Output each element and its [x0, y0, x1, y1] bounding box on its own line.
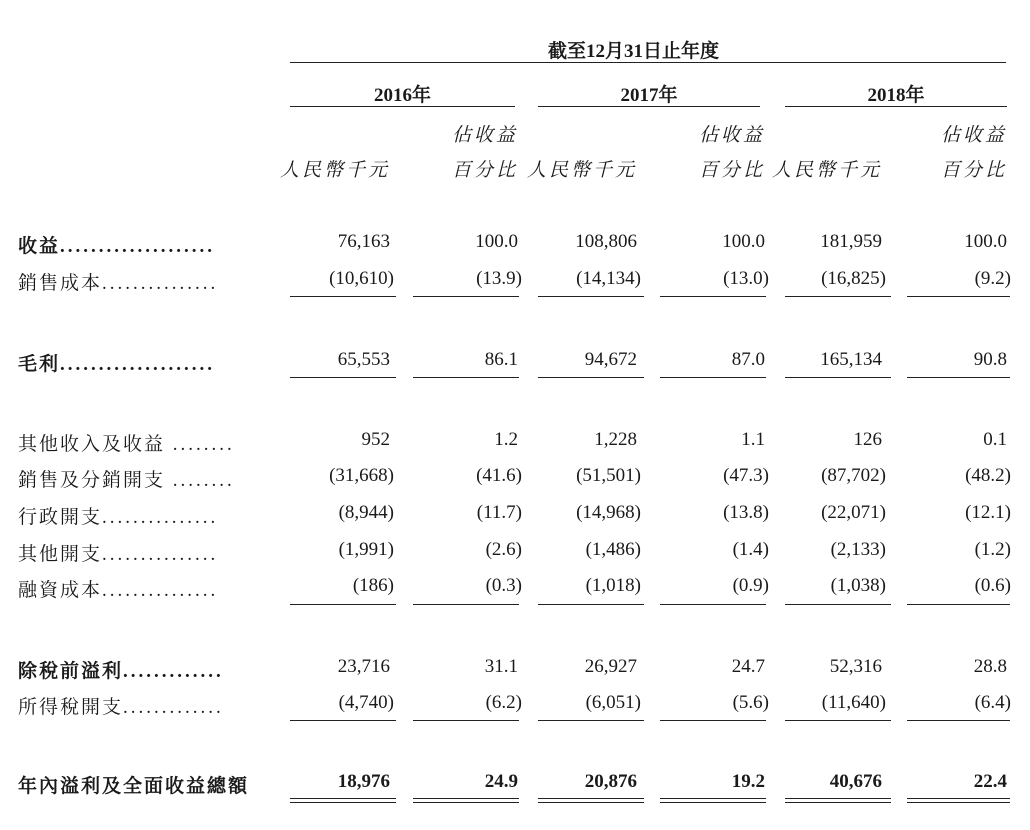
unit-pct-2018-line2: 百分比	[940, 160, 1007, 181]
cell-finance-costs-2017-amount: (1,018)	[585, 575, 641, 596]
subtotal-rule	[290, 604, 396, 605]
unit-pct-2017-line2: 百分比	[698, 160, 765, 181]
row-label-other-expenses: 其他開支...............	[18, 544, 219, 565]
cell-total-profit-2016-amount: 18,976	[337, 771, 390, 792]
cell-total-profit-2018-pct: 22.4	[973, 771, 1007, 792]
cell-revenue-2016-pct: 100.0	[475, 231, 518, 252]
cell-other-expenses-2018-amount: (2,133)	[830, 539, 886, 560]
cell-total-profit-2018-amount: 40,676	[829, 771, 882, 792]
subtotal-rule	[907, 377, 1010, 378]
cell-selling-expenses-2017-pct: (47.3)	[723, 465, 769, 486]
row-label-other-income: 其他收入及收益 ........	[18, 434, 235, 455]
subtotal-rule	[290, 296, 396, 297]
row-label-gross-profit: 毛利....................	[18, 354, 216, 375]
cell-income-tax-2018-amount: (11,640)	[821, 692, 886, 713]
subtotal-rule	[413, 377, 519, 378]
subtotal-rule	[907, 604, 1010, 605]
cell-income-tax-2018-pct: (6.4)	[974, 692, 1011, 713]
unit-pct-2017-line1: 佔收益	[698, 125, 765, 146]
cell-selling-expenses-2018-pct: (48.2)	[965, 465, 1011, 486]
cell-other-income-2017-pct: 1.1	[741, 429, 765, 450]
total-double-rule	[290, 798, 396, 803]
unit-pct-2018-line1: 佔收益	[940, 125, 1007, 146]
cell-profit-before-tax-2016-pct: 31.1	[484, 656, 518, 677]
cell-selling-expenses-2018-amount: (87,702)	[821, 465, 886, 486]
total-double-rule	[538, 798, 644, 803]
cell-profit-before-tax-2018-pct: 28.8	[973, 656, 1007, 677]
cell-income-tax-2017-pct: (5.6)	[732, 692, 769, 713]
subtotal-rule	[290, 377, 396, 378]
subtotal-rule	[413, 720, 519, 721]
cell-admin-expenses-2018-amount: (22,071)	[821, 502, 886, 523]
subtotal-rule	[907, 296, 1010, 297]
subtotal-rule	[413, 296, 519, 297]
cell-cost-of-sales-2016-amount: (10,610)	[329, 268, 394, 289]
cell-cost-of-sales-2017-pct: (13.0)	[723, 268, 769, 289]
row-label-total-profit: 年內溢利及全面收益總額	[18, 776, 250, 797]
cell-finance-costs-2016-amount: (186)	[352, 575, 394, 596]
cell-admin-expenses-2016-pct: (11.7)	[476, 502, 522, 523]
cell-finance-costs-2017-pct: (0.9)	[732, 575, 769, 596]
cell-revenue-2017-amount: 108,806	[575, 231, 637, 252]
cell-other-expenses-2016-pct: (2.6)	[485, 539, 522, 560]
unit-pct-2016-line2: 百分比	[451, 160, 518, 181]
row-label-revenue: 收益....................	[18, 236, 216, 257]
cell-admin-expenses-2017-amount: (14,968)	[576, 502, 641, 523]
cell-gross-profit-2016-pct: 86.1	[484, 349, 518, 370]
subtotal-rule	[907, 720, 1010, 721]
period-header: 截至12月31日止年度	[548, 41, 720, 62]
cell-income-tax-2016-amount: (4,740)	[338, 692, 394, 713]
year-2016-header: 2016年	[373, 85, 431, 106]
cell-revenue-2017-pct: 100.0	[722, 231, 765, 252]
cell-selling-expenses-2016-amount: (31,668)	[329, 465, 394, 486]
cell-admin-expenses-2018-pct: (12.1)	[965, 502, 1011, 523]
subtotal-rule	[538, 296, 644, 297]
cell-total-profit-2017-amount: 20,876	[584, 771, 637, 792]
subtotal-rule	[660, 604, 766, 605]
cell-profit-before-tax-2018-amount: 52,316	[829, 656, 882, 677]
cell-revenue-2018-amount: 181,959	[820, 231, 882, 252]
cell-other-income-2018-amount: 126	[853, 429, 882, 450]
subtotal-rule	[413, 604, 519, 605]
subtotal-rule	[785, 377, 891, 378]
cell-total-profit-2017-pct: 19.2	[731, 771, 765, 792]
subtotal-rule	[660, 377, 766, 378]
row-label-admin-expenses: 行政開支...............	[18, 507, 219, 528]
cell-finance-costs-2016-pct: (0.3)	[485, 575, 522, 596]
row-label-selling-expenses: 銷售及分銷開支 ........	[18, 470, 235, 491]
row-label-finance-costs: 融資成本...............	[18, 580, 219, 601]
total-double-rule	[907, 798, 1010, 803]
unit-amount-2017: 人民幣千元	[526, 160, 637, 181]
cell-revenue-2018-pct: 100.0	[964, 231, 1007, 252]
cell-profit-before-tax-2017-amount: 26,927	[584, 656, 637, 677]
period-rule	[290, 62, 1006, 63]
cell-revenue-2016-amount: 76,163	[337, 231, 390, 252]
cell-gross-profit-2017-pct: 87.0	[731, 349, 765, 370]
subtotal-rule	[538, 377, 644, 378]
cell-gross-profit-2016-amount: 65,553	[337, 349, 390, 370]
year-2018-rule	[785, 106, 1007, 107]
cell-other-expenses-2017-amount: (1,486)	[585, 539, 641, 560]
cell-gross-profit-2018-amount: 165,134	[820, 349, 882, 370]
unit-pct-2016-line1: 佔收益	[451, 125, 518, 146]
total-double-rule	[413, 798, 519, 803]
unit-amount-2016: 人民幣千元	[279, 160, 390, 181]
cell-cost-of-sales-2018-amount: (16,825)	[821, 268, 886, 289]
cell-income-tax-2017-amount: (6,051)	[585, 692, 641, 713]
cell-total-profit-2016-pct: 24.9	[484, 771, 518, 792]
cell-cost-of-sales-2018-pct: (9.2)	[974, 268, 1011, 289]
year-2016-rule	[290, 106, 515, 107]
row-label-cost-of-sales: 銷售成本...............	[18, 273, 219, 294]
cell-other-income-2016-amount: 952	[361, 429, 390, 450]
cell-admin-expenses-2016-amount: (8,944)	[338, 502, 394, 523]
cell-profit-before-tax-2017-pct: 24.7	[731, 656, 765, 677]
cell-other-expenses-2018-pct: (1.2)	[974, 539, 1011, 560]
cell-cost-of-sales-2017-amount: (14,134)	[576, 268, 641, 289]
year-2017-header: 2017年	[620, 85, 678, 106]
total-double-rule	[785, 798, 891, 803]
subtotal-rule	[660, 296, 766, 297]
subtotal-rule	[290, 720, 396, 721]
cell-other-expenses-2017-pct: (1.4)	[732, 539, 769, 560]
row-label-profit-before-tax: 除稅前溢利.............	[18, 661, 224, 682]
cell-gross-profit-2017-amount: 94,672	[584, 349, 637, 370]
cell-other-expenses-2016-amount: (1,991)	[338, 539, 394, 560]
cell-admin-expenses-2017-pct: (13.8)	[723, 502, 769, 523]
cell-selling-expenses-2017-amount: (51,501)	[576, 465, 641, 486]
cell-cost-of-sales-2016-pct: (13.9)	[476, 268, 522, 289]
cell-finance-costs-2018-pct: (0.6)	[974, 575, 1011, 596]
subtotal-rule	[660, 720, 766, 721]
cell-other-income-2018-pct: 0.1	[983, 429, 1007, 450]
cell-selling-expenses-2016-pct: (41.6)	[476, 465, 522, 486]
subtotal-rule	[538, 720, 644, 721]
year-2018-header: 2018年	[867, 85, 925, 106]
subtotal-rule	[785, 604, 891, 605]
row-label-income-tax: 所得稅開支.............	[18, 697, 224, 718]
cell-income-tax-2016-pct: (6.2)	[485, 692, 522, 713]
subtotal-rule	[538, 604, 644, 605]
year-2017-rule	[538, 106, 760, 107]
subtotal-rule	[785, 720, 891, 721]
cell-profit-before-tax-2016-amount: 23,716	[337, 656, 390, 677]
cell-other-income-2017-amount: 1,228	[594, 429, 637, 450]
total-double-rule	[660, 798, 766, 803]
cell-gross-profit-2018-pct: 90.8	[973, 349, 1007, 370]
subtotal-rule	[785, 296, 891, 297]
cell-finance-costs-2018-amount: (1,038)	[830, 575, 886, 596]
unit-amount-2018: 人民幣千元	[771, 160, 882, 181]
cell-other-income-2016-pct: 1.2	[494, 429, 518, 450]
